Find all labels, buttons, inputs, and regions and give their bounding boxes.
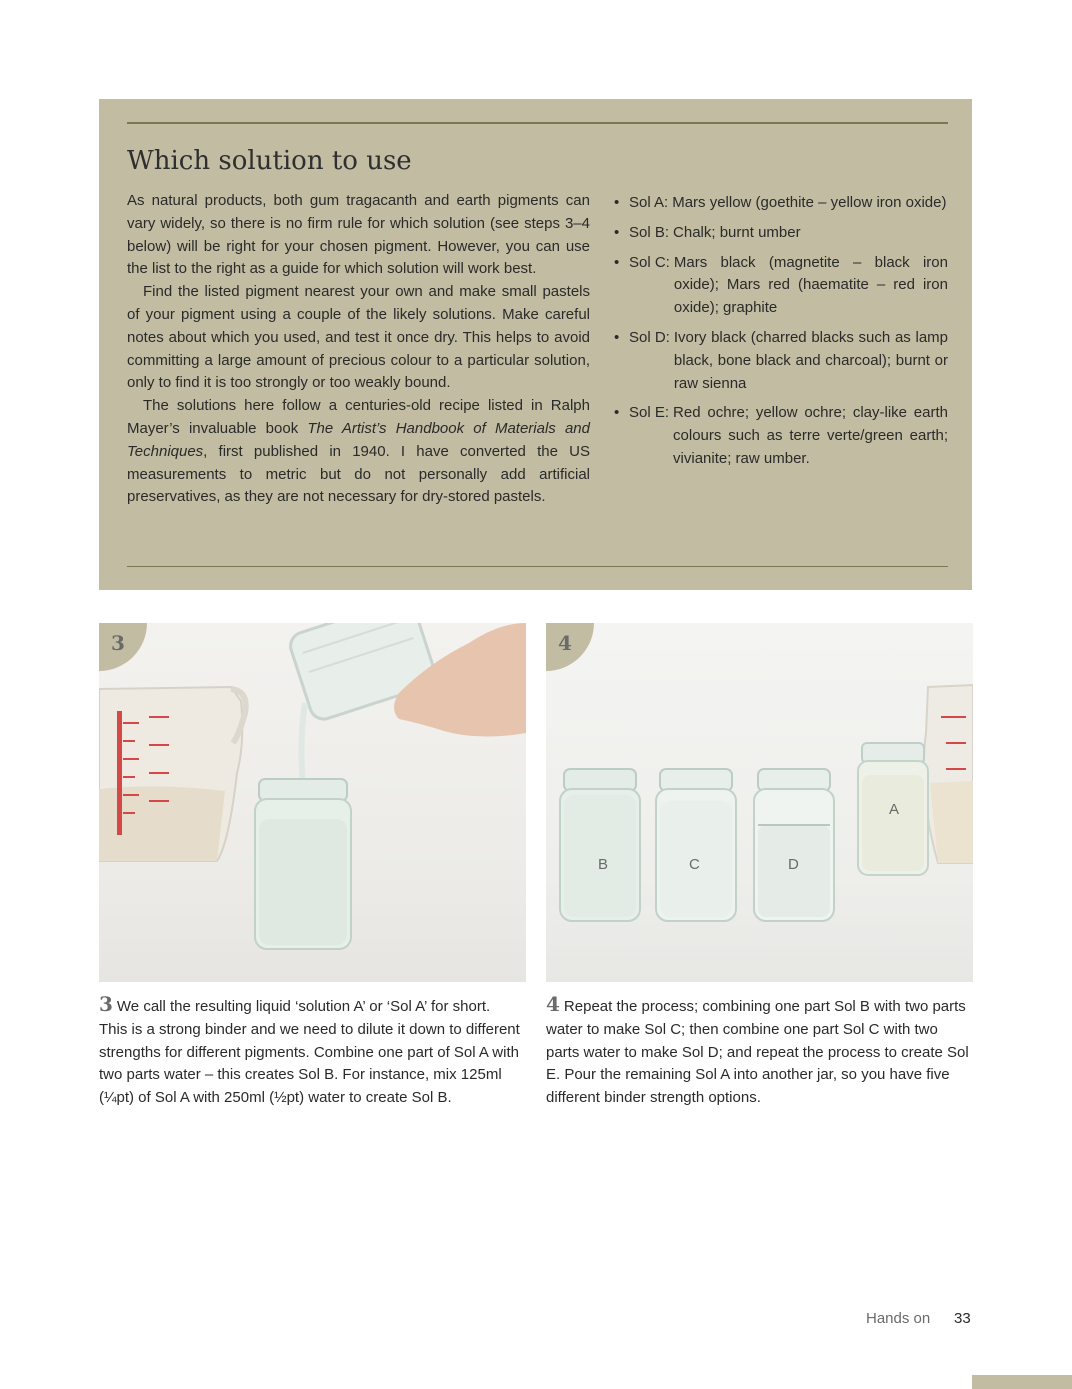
list-item — [612, 402, 948, 470]
list-item — [612, 222, 948, 245]
step-3-photo — [99, 623, 526, 982]
sidebar-body — [127, 190, 590, 509]
solution-key: • Sol B: — [629, 223, 670, 241]
jar-c — [656, 769, 736, 921]
step-4-photo — [546, 623, 973, 982]
sidebar-title: Which solution to use — [127, 146, 412, 176]
list-item — [612, 192, 948, 215]
sidebar-paragraph: Find the listed pigment nearest your own and make small pastels of your pigment using a couple of the likely solutions. Make careful notes about which you used, and test it once dry. This helps to avoid committing a large amount of precious colour to a particular solution, only to find it is too strongly or too weakly bound. — [127, 283, 590, 392]
list-item — [612, 252, 948, 320]
sidebar-text: The solutions here follow a centuries-old recipe listed in Ralph Mayer’s invaluable book — [127, 397, 590, 437]
solution-key: • Sol E: — [629, 404, 670, 422]
solution-key: • Sol D: — [629, 328, 670, 346]
jar-d — [754, 769, 834, 921]
sidebar-panel — [99, 99, 972, 590]
sidebar-bottom-rule — [127, 566, 948, 567]
jar-label-c: C — [689, 856, 700, 873]
jar-b — [560, 769, 640, 921]
sidebar-text: , first published in 1940. I have converted the US measurements to metric but do not personally add artificial preservatives, as they are not necessary for dry-stored pastels. — [127, 442, 590, 506]
step-number: 4 — [558, 631, 572, 655]
list-item — [612, 327, 948, 395]
footer-section-title: Hands on — [866, 1310, 931, 1327]
step-4-caption — [546, 993, 969, 1110]
book-title: The Artist’s Handbook of Materials and Techniques — [127, 419, 590, 460]
jars-illustration — [546, 623, 973, 982]
solution-key: • Sol C: — [629, 253, 670, 271]
sidebar-top-rule — [127, 122, 948, 124]
jar-label-d: D — [788, 856, 799, 873]
jar-label-a: A — [889, 801, 900, 818]
measuring-jug — [99, 687, 246, 861]
step-3-caption — [99, 993, 522, 1110]
page-number: 33 — [954, 1310, 971, 1327]
caption-text: We call the resulting liquid ‘solution A’ or ‘Sol A’ for short. This is a strong binder and we need to dilute it down to different strengths for different pigments. Combine one part of Sol A with two parts water – this creates Sol B. For instance, mix 125ml (¼pt) of Sol A with 250ml (½pt) water to create Sol B. — [99, 998, 520, 1107]
footer-color-bar — [972, 1375, 1072, 1389]
solution-key: • Sol A: — [629, 194, 669, 211]
step-number: 3 — [111, 631, 125, 655]
measuring-jug — [924, 685, 973, 863]
sidebar-paragraph: As natural products, both gum tragacanth and earth pigments can vary widely, so there is no firm rule for which solution (see steps 3–4 below) will be right for your chosen pigment. However, you can use the list to the right as a guide for which solution will work best. — [127, 192, 590, 278]
receiving-jar — [255, 779, 351, 949]
caption-text: Repeat the process; combining one part Sol B with two parts water to make Sol C; then combine one part Sol C with two parts water to make Sol D; and repeat the process to create Sol E. Pour the remaining Sol A into another jar, so you have five different binder strength options. — [546, 998, 969, 1107]
solution-text: Chalk; burnt umber — [673, 223, 801, 241]
jar-label-b: B — [598, 856, 609, 873]
caption-step-number: 4 — [546, 992, 560, 1016]
liquid-stream — [301, 703, 305, 783]
solution-text: Mars yellow (goethite – yellow iron oxide) — [672, 194, 947, 211]
solution-text: Ivory black (charred blacks such as lamp black, bone black and charcoal); burnt or raw sienna — [673, 328, 948, 392]
solution-text: Mars black (magnetite – black iron oxide); Mars red (haematite – red iron oxide); graphite — [673, 253, 948, 317]
solution-list — [612, 192, 948, 478]
solution-text: Red ochre; yellow ochre; clay-like earth colours such as terre verte/green earth; vivianite; raw umber. — [673, 404, 948, 467]
caption-step-number: 3 — [99, 992, 113, 1016]
pouring-illustration — [99, 623, 526, 982]
sidebar-paragraph — [127, 395, 590, 509]
